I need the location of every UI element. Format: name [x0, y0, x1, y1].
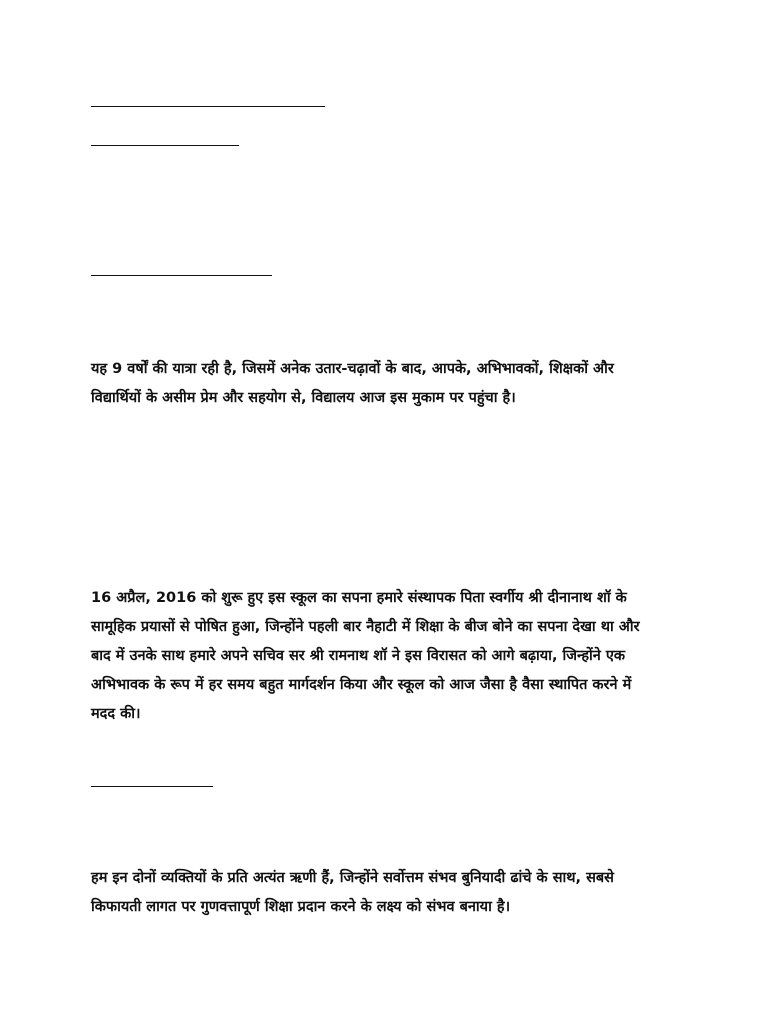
paragraph-gratitude	[91, 864, 691, 922]
blank-line-1	[91, 106, 325, 107]
paragraph-line: विद्यार्थियों के असीम प्रेम और सहयोग से, विद्यालय आज इस मुकाम पर पहुंचा है।	[91, 390, 516, 406]
blank-line-3	[91, 275, 272, 276]
paragraph-line: हम इन दोनों व्यक्तियों के प्रति अत्यंत ऋणी हैं, जिन्होंने सर्वोत्तम संभव बुनियादी ढांचे के साथ, सबसे	[91, 870, 614, 886]
paragraph-line: अभिभावक के रूप में हर समय बहुत मार्गदर्शन किया और स्कूल को आज जैसा है वैसा स्थापित करने में	[91, 677, 632, 693]
blank-line-2	[91, 145, 239, 146]
blank-line-4	[91, 786, 213, 787]
paragraph-line: किफायती लागत पर गुणवत्तापूर्ण शिक्षा प्रदान करने के लक्ष्य को संभव बनाया है।	[91, 899, 511, 915]
paragraph-founding	[91, 584, 691, 729]
paragraph-journey	[91, 355, 691, 413]
paragraph-line: 16 अप्रैल, 2016 को शुरू हुए इस स्कूल का सपना हमारे संस्थापक पिता स्वर्गीय श्री दीनानाथ शॉ के	[91, 590, 627, 606]
paragraph-line: बाद में उनके साथ हमारे अपने सचिव सर श्री रामनाथ शॉ ने इस विरासत को आगे बढ़ाया, जिन्होंने एक	[91, 648, 626, 664]
paragraph-line: यह 9 वर्षों की यात्रा रही है, जिसमें अनेक उतार-चढ़ावों के बाद, आपके, अभिभावकों, शिक्षकों और	[91, 361, 614, 377]
paragraph-line: मदद की।	[91, 706, 141, 722]
paragraph-line: सामूहिक प्रयासों से पोषित हुआ, जिन्होंने पहली बार नैहाटी में शिक्षा के बीज बोने का सपना देखा था और	[91, 619, 640, 635]
